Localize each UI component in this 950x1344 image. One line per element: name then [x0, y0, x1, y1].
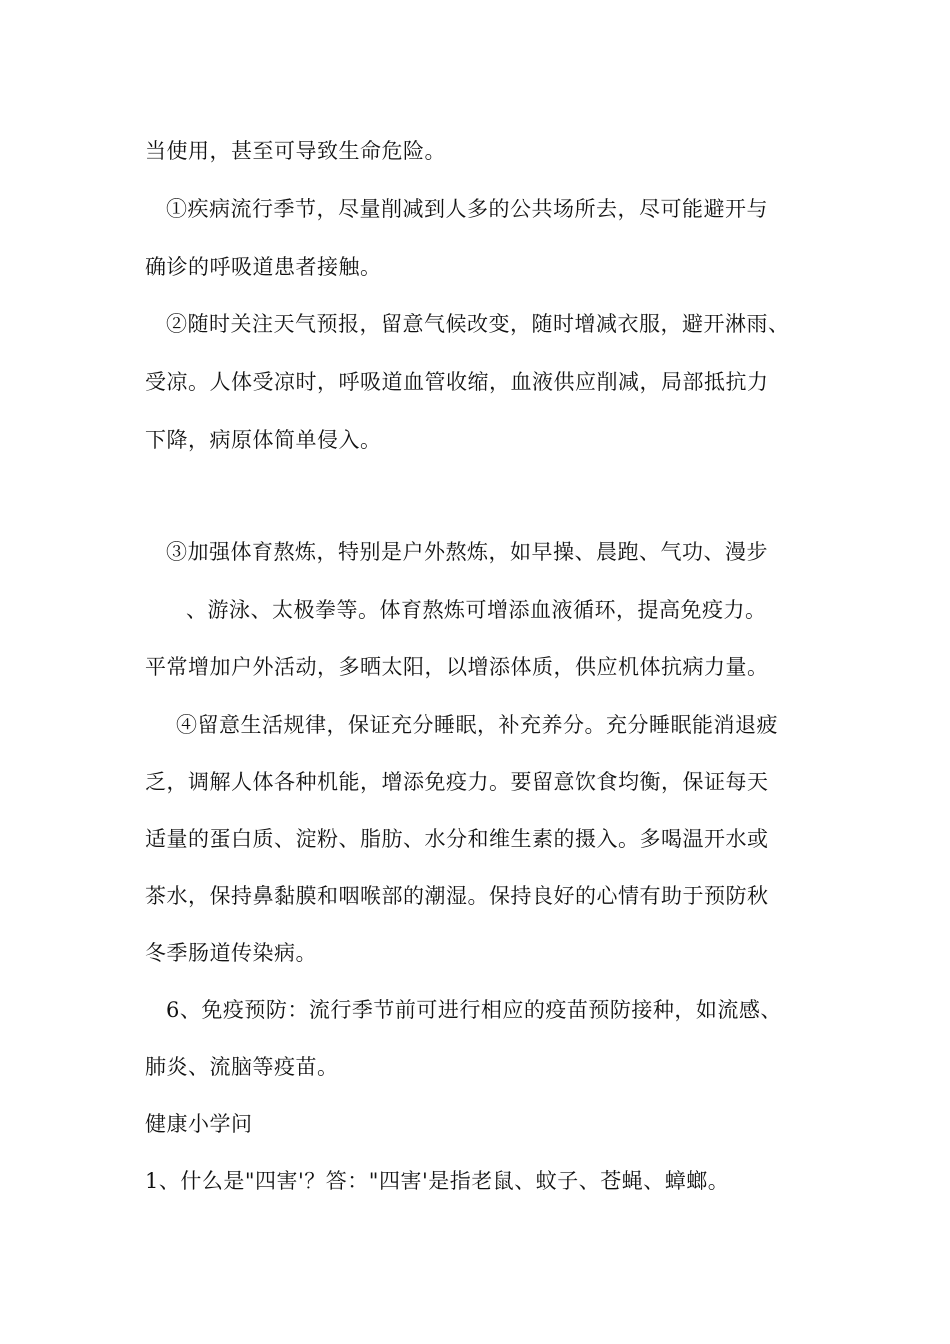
- paragraph-line-11: 乏，调解人体各种机能，增添免疫力。要留意饮食均衡，保证每天: [145, 770, 769, 794]
- paragraph-line-4: ②随时关注天气预报，留意气候改变，随时增减衣服，避开淋雨、: [166, 312, 790, 336]
- paragraph-line-13: 茶水，保持鼻黏膜和咽喉部的潮湿。保持良好的心情有助于预防秋: [145, 884, 769, 908]
- paragraph-line-15: 6、免疫预防：流行季节前可进行相应的疫苗预防接种，如流感、: [166, 998, 782, 1022]
- paragraph-line-10: ④留意生活规律，保证充分睡眠，补充养分。充分睡眠能消退疲: [176, 713, 778, 737]
- paragraph-line-3: 确诊的呼吸道患者接触。: [145, 255, 382, 279]
- paragraph-line-7: ③加强体育熬炼，特别是户外熬炼，如早操、晨跑、气功、漫步: [166, 540, 768, 564]
- paragraph-line-18: 1、什么是"四害'？答："四害'是指老鼠、蚊子、苍蝇、蟑螂。: [145, 1169, 730, 1193]
- paragraph-line-8: 、游泳、太极拳等。体育熬炼可增添血液循环，提高免疫力。: [186, 598, 767, 622]
- section-heading: 健康小学问: [145, 1112, 253, 1136]
- paragraph-line-9: 平常增加户外活动，多晒太阳，以增添体质，供应机体抗病力量。: [145, 655, 769, 679]
- paragraph-line-14: 冬季肠道传染病。: [145, 941, 317, 965]
- paragraph-line-6: 下降，病原体简单侵入。: [145, 428, 382, 452]
- paragraph-line-16: 肺炎、流脑等疫苗。: [145, 1055, 339, 1079]
- paragraph-line-5: 受凉。人体受凉时，呼吸道血管收缩，血液供应削减，局部抵抗力: [145, 370, 769, 394]
- paragraph-line-2: ①疾病流行季节，尽量削减到人多的公共场所去，尽可能避开与: [166, 197, 768, 221]
- paragraph-line-1: 当使用，甚至可导致生命危险。: [145, 139, 446, 163]
- paragraph-line-12: 适量的蛋白质、淀粉、脂肪、水分和维生素的摄入。多喝温开水或: [145, 827, 769, 851]
